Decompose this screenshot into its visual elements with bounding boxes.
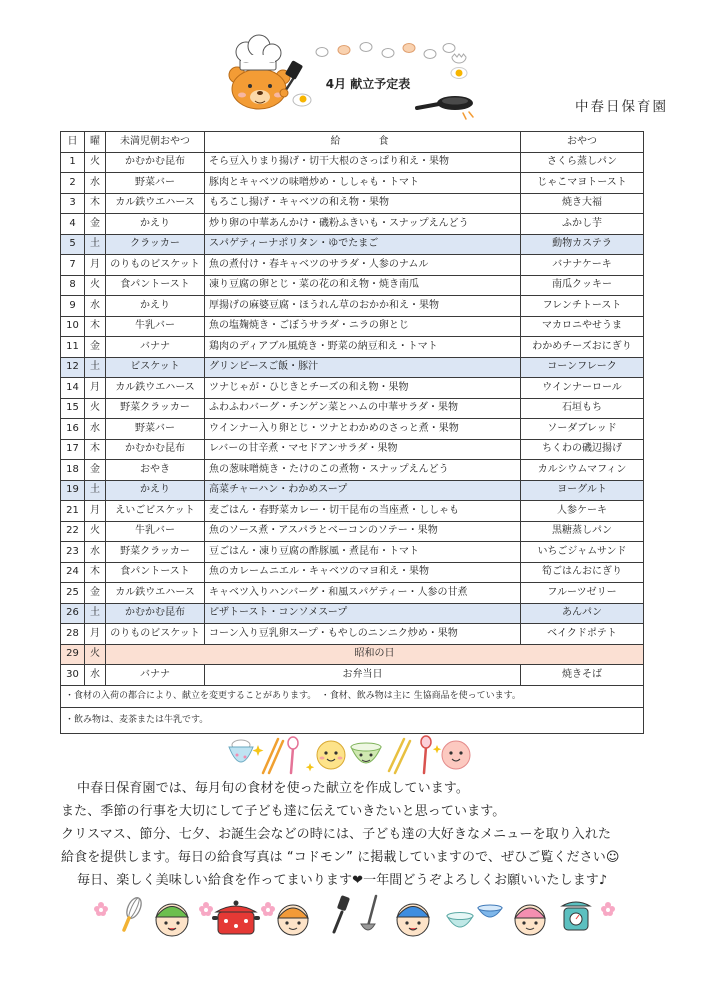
day-cell: 28 — [61, 624, 85, 645]
flower-icon — [199, 902, 213, 916]
spoon-icon — [421, 736, 431, 773]
morning-snack-cell: 野菜バー — [106, 419, 205, 440]
weekday-cell: 金 — [85, 460, 106, 481]
lunch-cell: 鶏肉のディアブル風焼き・野菜の納豆和え・トマト — [205, 337, 521, 358]
bear-chef-icon — [229, 35, 303, 109]
morning-snack-cell: のりものビスケット — [106, 624, 205, 645]
cracked-egg-icon — [451, 54, 467, 79]
morning-snack-cell: おやき — [106, 460, 205, 481]
weekday-cell: 金 — [85, 214, 106, 235]
morning-snack-cell: バナナ — [106, 337, 205, 358]
lunch-cell: ふわふわバーグ・チンゲン菜とハムの中華サラダ・果物 — [205, 398, 521, 419]
note-text: ・飲み物は、麦茶または牛乳です。 — [61, 707, 644, 733]
weekday-cell: 水 — [85, 665, 106, 686]
table-row — [61, 275, 644, 296]
afternoon-snack-cell: さくら蒸しパン — [521, 152, 644, 173]
table-row — [61, 562, 644, 583]
weekday-cell: 月 — [85, 378, 106, 399]
morning-snack-cell: のりものビスケット — [106, 255, 205, 276]
table-row — [61, 603, 644, 624]
child-pink-bandana-icon — [515, 905, 545, 935]
lunch-cell: もろこし揚げ・キャベツの和え物・果物 — [205, 193, 521, 214]
morning-snack-cell: かむかむ昆布 — [106, 439, 205, 460]
lunch-cell: スパゲティーナポリタン・ゆでたまご — [205, 234, 521, 255]
message-line: また、季節の行事を大切にして子ども達に伝えていきたいと思っています。 — [61, 804, 506, 819]
weekday-cell: 水 — [85, 296, 106, 317]
lunch-cell: ピザトースト・コンソメスープ — [205, 603, 521, 624]
day-cell: 14 — [61, 378, 85, 399]
morning-snack-cell: クラッカー — [106, 234, 205, 255]
day-cell: 29 — [61, 644, 85, 665]
morning-snack-cell: 牛乳バー — [106, 521, 205, 542]
table-row — [61, 419, 644, 440]
morning-snack-cell: 野菜クラッカー — [106, 542, 205, 563]
table-row — [61, 665, 644, 686]
table-row — [61, 624, 644, 645]
column-header-weekday: 曜 — [85, 132, 106, 153]
holiday-cell: 昭和の日 — [106, 644, 644, 665]
morning-snack-cell: えいごビスケット — [106, 501, 205, 522]
weekday-cell: 月 — [85, 624, 106, 645]
afternoon-snack-cell: ふかし芋 — [521, 214, 644, 235]
day-cell: 15 — [61, 398, 85, 419]
afternoon-snack-cell: 人参ケーキ — [521, 501, 644, 522]
afternoon-snack-cell: 焼きそば — [521, 665, 644, 686]
table-row — [61, 296, 644, 317]
header-row — [61, 132, 644, 153]
afternoon-snack-cell: あんパン — [521, 603, 644, 624]
kitchen-kids-illustration — [0, 886, 707, 950]
table-row — [61, 460, 644, 481]
weekday-cell: 金 — [85, 583, 106, 604]
day-cell: 5 — [61, 234, 85, 255]
lunch-cell: そら豆入りまり揚げ・切干大根のさっぱり和え・果物 — [205, 152, 521, 173]
lunch-cell: ツナじゃが・ひじきとチーズの和え物・果物 — [205, 378, 521, 399]
table-row — [61, 152, 644, 173]
lunch-cell: 厚揚げの麻婆豆腐・ほうれん草のおかか和え・果物 — [205, 296, 521, 317]
afternoon-snack-cell: バナナケーキ — [521, 255, 644, 276]
day-cell: 17 — [61, 439, 85, 460]
table-row — [61, 214, 644, 235]
day-cell: 10 — [61, 316, 85, 337]
day-cell: 18 — [61, 460, 85, 481]
afternoon-snack-cell: 筍ごはんおにぎり — [521, 562, 644, 583]
morning-snack-cell: カル鉄ウエハース — [106, 378, 205, 399]
frying-pan-icon — [417, 96, 473, 119]
morning-snack-cell: カル鉄ウエハース — [106, 583, 205, 604]
lunch-cell: 魚の煮付け・春キャベツのサラダ・人参のナムル — [205, 255, 521, 276]
day-cell: 25 — [61, 583, 85, 604]
afternoon-snack-cell: フルーツゼリー — [521, 583, 644, 604]
afternoon-snack-cell: 動物カステラ — [521, 234, 644, 255]
lunch-cell: 炒り卵の中華あんかけ・磯粉ふきいも・スナップえんどう — [205, 214, 521, 235]
chopsticks-icon — [263, 739, 283, 773]
day-cell: 4 — [61, 214, 85, 235]
afternoon-snack-cell: 南瓜クッキー — [521, 275, 644, 296]
afternoon-snack-cell: じゃこマヨトースト — [521, 173, 644, 194]
lunch-cell: 凍り豆腐の卵とじ・菜の花の和え物・焼き南瓜 — [205, 275, 521, 296]
morning-snack-cell: かむかむ昆布 — [106, 152, 205, 173]
afternoon-snack-cell: ちくわの磯辺揚げ — [521, 439, 644, 460]
day-cell: 8 — [61, 275, 85, 296]
lunch-cell: 魚の葱味噌焼き・たけのこの煮物・スナップえんどう — [205, 460, 521, 481]
day-cell: 3 — [61, 193, 85, 214]
table-row — [61, 378, 644, 399]
afternoon-snack-cell: わかめチーズおにぎり — [521, 337, 644, 358]
weekday-cell: 木 — [85, 439, 106, 460]
weekday-cell: 火 — [85, 152, 106, 173]
menu-table-header — [61, 132, 644, 153]
morning-snack-cell: バナナ — [106, 665, 205, 686]
table-row — [61, 357, 644, 378]
table-row — [61, 337, 644, 358]
lunch-cell: コーン入り豆乳卵スープ・もやしのニンニク炒め・果物 — [205, 624, 521, 645]
day-cell: 9 — [61, 296, 85, 317]
afternoon-snack-cell: ウインナーロール — [521, 378, 644, 399]
morning-snack-cell: ビスケット — [106, 357, 205, 378]
afternoon-snack-cell: 石垣もち — [521, 398, 644, 419]
lunch-cell: 高菜チャーハン・わかめスープ — [205, 480, 521, 501]
table-row — [61, 193, 644, 214]
day-cell: 23 — [61, 542, 85, 563]
lunch-cell: 豆ごはん・凍り豆腐の酢豚風・煮昆布・トマト — [205, 542, 521, 563]
weekday-cell: 月 — [85, 501, 106, 522]
day-cell: 24 — [61, 562, 85, 583]
chopsticks-icon — [389, 739, 410, 773]
table-row — [61, 439, 644, 460]
message-line: 給食を提供します。毎日の給食写真は “コドモン” に掲載していますので、ぜひご覧ください☺ — [61, 850, 620, 865]
column-header-lunch: 給 食 — [205, 132, 521, 153]
message-line: 中春日保育園では、毎月旬の食材を使った献立を作成しています。 — [77, 781, 469, 796]
table-row — [61, 644, 644, 665]
mixing-bowl-icon — [447, 913, 473, 928]
morning-snack-cell: 食パントースト — [106, 562, 205, 583]
lunch-cell: レバーの甘辛煮・マセドアンサラダ・果物 — [205, 439, 521, 460]
message-line: クリスマス、節分、七夕、お誕生会などの時には、子ども達の大好きなメニューを取り入れた — [61, 827, 612, 842]
note-row — [61, 685, 644, 707]
lunch-cell: 魚のカレームニエル・キャベツのマヨ和え・果物 — [205, 562, 521, 583]
weekday-cell: 水 — [85, 542, 106, 563]
morning-snack-cell: 牛乳バー — [106, 316, 205, 337]
morning-snack-cell: 野菜クラッカー — [106, 398, 205, 419]
afternoon-snack-cell: いちごジャムサンド — [521, 542, 644, 563]
lunch-cell: ウインナー入り卵とじ・ツナとわかめのさっと煮・果物 — [205, 419, 521, 440]
weekday-cell: 土 — [85, 480, 106, 501]
day-cell: 7 — [61, 255, 85, 276]
egg-row-icon — [316, 43, 455, 59]
weekday-cell: 土 — [85, 603, 106, 624]
lunch-cell: グリンピースご飯・豚汁 — [205, 357, 521, 378]
day-cell: 16 — [61, 419, 85, 440]
spoon-icon — [288, 737, 298, 773]
school-name: 中春日保育園 — [575, 99, 668, 115]
morning-snack-cell: かえり — [106, 480, 205, 501]
note-row — [61, 707, 644, 733]
afternoon-snack-cell: カルシウムマフィン — [521, 460, 644, 481]
day-cell: 19 — [61, 480, 85, 501]
column-header-day: 日 — [61, 132, 85, 153]
weekday-cell: 火 — [85, 398, 106, 419]
morning-snack-cell: かえり — [106, 296, 205, 317]
weekday-cell: 水 — [85, 419, 106, 440]
child-orange-bandana-icon — [278, 905, 308, 935]
weekday-cell: 火 — [85, 275, 106, 296]
smiling-face-pink-icon — [442, 741, 470, 769]
table-row — [61, 398, 644, 419]
table-row — [61, 173, 644, 194]
weekday-cell: 木 — [85, 316, 106, 337]
child-blue-cap-icon — [397, 904, 429, 936]
message-paragraph — [61, 777, 701, 892]
weekday-cell: 木 — [85, 562, 106, 583]
column-header-morning-snack: 未満児朝おやつ — [106, 132, 205, 153]
blue-bowl-icon — [478, 905, 502, 917]
lunch-cell: キャベツ入りハンバーグ・和風スパゲティー・人参の甘煮 — [205, 583, 521, 604]
rice-bowl-icon — [229, 740, 253, 762]
morning-snack-cell: 食パントースト — [106, 275, 205, 296]
day-cell: 21 — [61, 501, 85, 522]
kitchen-scale-icon — [562, 902, 590, 930]
afternoon-snack-cell: ベイクドポテト — [521, 624, 644, 645]
page-title: 4月 献立予定表 — [325, 77, 411, 91]
morning-snack-cell: カル鉄ウエハース — [106, 193, 205, 214]
table-row — [61, 501, 644, 522]
afternoon-snack-cell: 焼き大福 — [521, 193, 644, 214]
afternoon-snack-cell: ソーダブレッド — [521, 419, 644, 440]
lunch-cell: 麦ごはん・春野菜カレー・切干昆布の当座煮・ししゃも — [205, 501, 521, 522]
cooking-pot-icon — [212, 901, 260, 935]
afternoon-snack-cell: 黒糖蒸しパン — [521, 521, 644, 542]
lunch-cell: 魚の塩麹焼き・ごぼうサラダ・ニラの卵とじ — [205, 316, 521, 337]
child-green-cap-icon — [156, 904, 188, 936]
weekday-cell: 火 — [85, 521, 106, 542]
weekday-cell: 月 — [85, 255, 106, 276]
weekday-cell: 金 — [85, 337, 106, 358]
weekday-cell: 火 — [85, 644, 106, 665]
day-cell: 22 — [61, 521, 85, 542]
tableware-illustration — [0, 733, 707, 779]
smiling-face-yellow-icon — [317, 741, 345, 769]
lunch-cell: 魚のソース煮・アスパラとベーコンのソテー・果物 — [205, 521, 521, 542]
table-row — [61, 255, 644, 276]
day-cell: 30 — [61, 665, 85, 686]
table-row — [61, 521, 644, 542]
afternoon-snack-cell: マカロニやせうま — [521, 316, 644, 337]
flower-icon — [261, 902, 275, 916]
morning-snack-cell: 野菜バー — [106, 173, 205, 194]
table-row — [61, 480, 644, 501]
table-row — [61, 583, 644, 604]
weekday-cell: 土 — [85, 234, 106, 255]
fried-egg-icon — [293, 94, 311, 106]
morning-snack-cell: かえり — [106, 214, 205, 235]
flower-icon — [94, 902, 108, 916]
event-cell: お弁当日 — [205, 665, 521, 686]
message-line: 毎日、楽しく美味しい給食を作ってまいります❤一年間どうぞよろしくお願いいたします♪ — [77, 873, 608, 888]
ladle-icon — [361, 896, 376, 930]
note-text: ・食材の入荷の都合により、献立を変更することがあります。 ・食材、飲み物は主に 生協商品を使っています。 — [61, 685, 644, 707]
weekday-cell: 木 — [85, 193, 106, 214]
table-row — [61, 234, 644, 255]
afternoon-snack-cell: コーンフレーク — [521, 357, 644, 378]
column-header-afternoon-snack: おやつ — [521, 132, 644, 153]
flower-icon — [601, 902, 615, 916]
table-row — [61, 316, 644, 337]
lunch-cell: 豚肉とキャベツの味噌炒め・ししゃも・トマト — [205, 173, 521, 194]
menu-table — [60, 131, 644, 734]
weekday-cell: 水 — [85, 173, 106, 194]
day-cell: 1 — [61, 152, 85, 173]
day-cell: 26 — [61, 603, 85, 624]
table-row — [61, 542, 644, 563]
whisk-icon — [124, 895, 144, 930]
afternoon-snack-cell: ヨーグルト — [521, 480, 644, 501]
smiling-bowl-green-icon — [351, 743, 381, 763]
morning-snack-cell: かむかむ昆布 — [106, 603, 205, 624]
weekday-cell: 土 — [85, 357, 106, 378]
day-cell: 12 — [61, 357, 85, 378]
afternoon-snack-cell: フレンチトースト — [521, 296, 644, 317]
menu-table-body — [61, 152, 644, 733]
day-cell: 11 — [61, 337, 85, 358]
turner-spatula-icon — [334, 895, 350, 932]
day-cell: 2 — [61, 173, 85, 194]
